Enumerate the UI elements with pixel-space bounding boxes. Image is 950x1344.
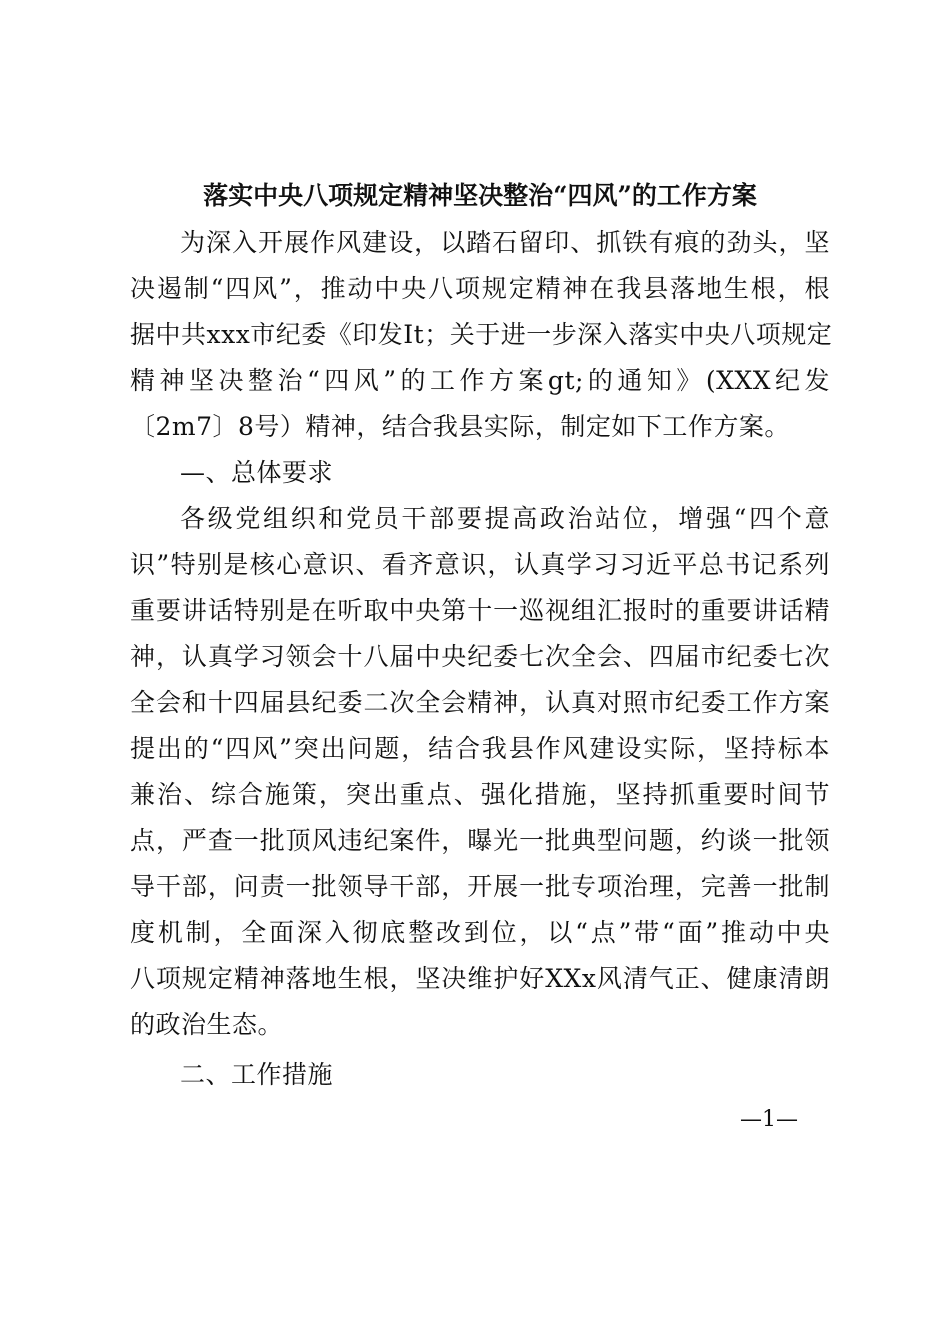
section-2-heading: 二、工作措施 bbox=[180, 1060, 334, 1089]
section-1-heading: —、总体要求 bbox=[180, 458, 334, 487]
page-number: —1— bbox=[740, 1107, 798, 1132]
section-1-line-6: 提出的“四风”突出问题，结合我县作风建设实际，坚持标本 bbox=[130, 734, 830, 763]
section-1-line-12: 的政治生态。 bbox=[130, 1010, 284, 1039]
intro-line-4: 精神坚决整治“四风”的工作方案gt;的通知》(XXX纪发 bbox=[130, 366, 830, 395]
section-1-line-7: 兼治、综合施策，突出重点、强化措施，坚持抓重要时间节 bbox=[130, 780, 830, 809]
section-1-line-8: 点，严查一批顶风违纪案件，曝光一批典型问题，约谈一批领 bbox=[130, 826, 830, 855]
section-1-line-10: 度机制，全面深入彻底整改到位，以“点”带“面”推动中央 bbox=[130, 918, 830, 947]
section-1-line-5: 全会和十四届县纪委二次全会精神，认真对照市纪委工作方案 bbox=[130, 688, 830, 717]
section-1-line-4: 神，认真学习领会十八届中央纪委七次全会、四届市纪委七次 bbox=[130, 642, 830, 671]
intro-line-2: 决遏制“四风”，推动中央八项规定精神在我县落地生根，根 bbox=[130, 274, 830, 303]
section-1-line-1: 各级党组织和党员干部要提高政治站位，增强“四个意 bbox=[180, 504, 830, 533]
intro-line-3: 据中共xxx市纪委《印发It；关于进一步深入落实中央八项规定 bbox=[130, 320, 833, 349]
section-1-line-9: 导干部，问责一批领导干部，开展一批专项治理，完善一批制 bbox=[130, 872, 830, 901]
section-1-line-2: 识”特别是核心意识、看齐意识，认真学习习近平总书记系列 bbox=[130, 550, 830, 579]
intro-line-1: 为深入开展作风建设，以踏石留印、抓铁有痕的劲头，坚 bbox=[180, 228, 830, 257]
section-1-line-11: 八项规定精神落地生根，坚决维护好XXx风清气正、健康清朗 bbox=[130, 964, 830, 993]
document-title: 落实中央八项规定精神坚决整治“四风”的工作方案 bbox=[203, 181, 757, 210]
intro-line-5: 〔2m7〕8号）精神，结合我县实际，制定如下工作方案。 bbox=[130, 412, 790, 441]
section-1-line-3: 重要讲话特别是在听取中央第十一巡视组汇报时的重要讲话精 bbox=[130, 596, 830, 625]
